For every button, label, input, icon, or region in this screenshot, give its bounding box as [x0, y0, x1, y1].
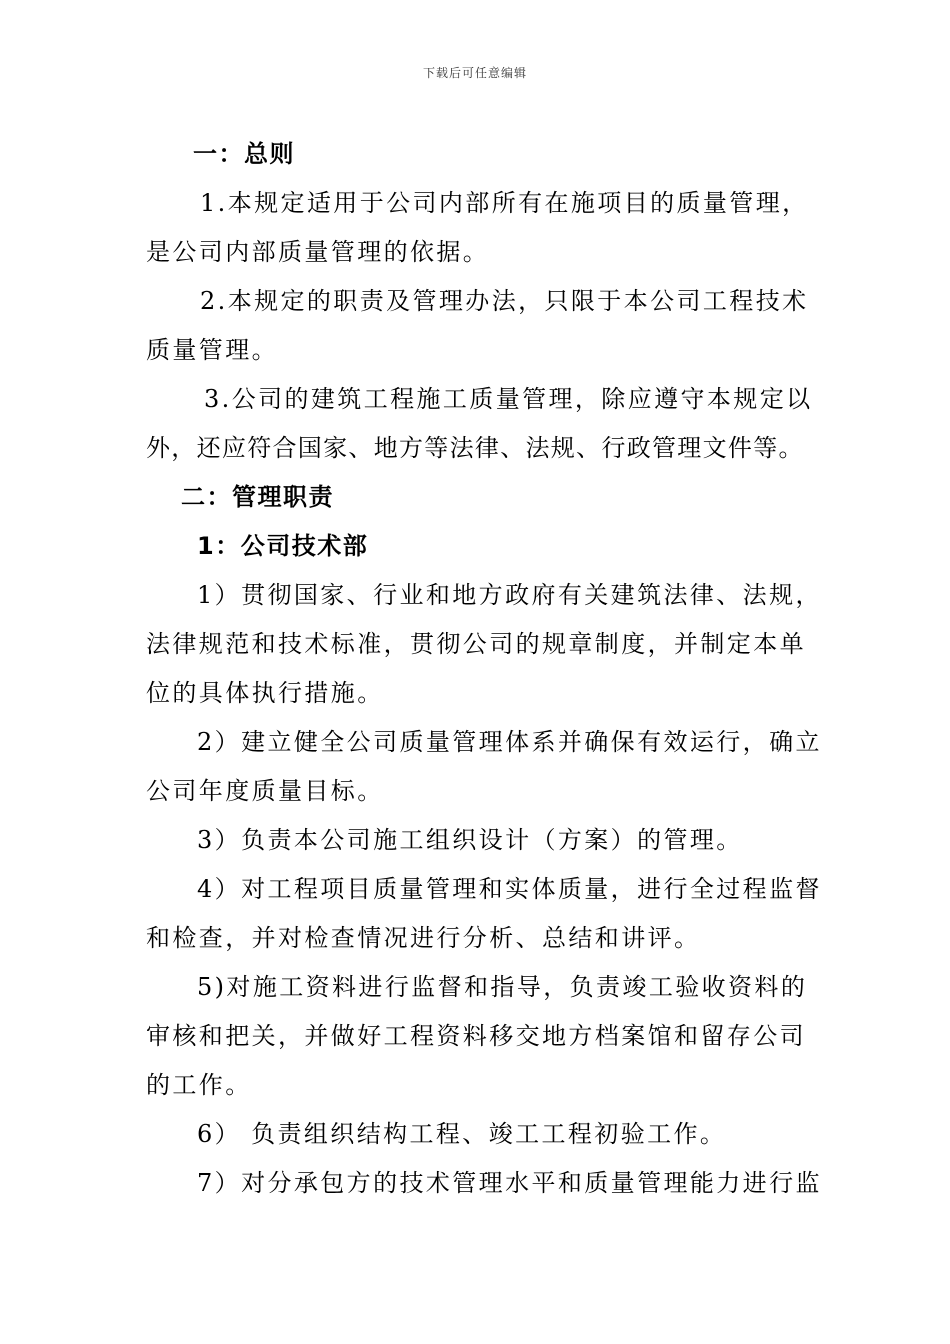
item-2-line-2: 公司年度质量目标。 [146, 777, 384, 805]
item-6-line-1: 6） 负责组织结构工程、竣工工程初验工作。 [197, 1120, 727, 1148]
paragraph-2-line-1: 2.本规定的职责及管理办法，只限于本公司工程技术 [200, 287, 809, 315]
paragraph-1-line-2: 是公司内部质量管理的依据。 [146, 238, 490, 266]
item-1-line-1: 1）贯彻国家、行业和地方政府有关建筑法律、法规， [197, 581, 822, 609]
item-7-line-1: 7）对分承包方的技术管理水平和质量管理能力进行监 [197, 1169, 822, 1197]
item-1-line-2: 法律规范和技术标准，贯彻公司的规章制度，并制定本单 [146, 630, 806, 658]
item-1-line-3: 位的具体执行措施。 [146, 679, 384, 707]
paragraph-3-line-2: 外，还应符合国家、地方等法律、法规、行政管理文件等。 [146, 434, 804, 462]
item-4-line-1: 4）对工程项目质量管理和实体质量，进行全过程监督 [197, 875, 822, 903]
item-2-line-1: 2）建立健全公司质量管理体系并确保有效运行，确立 [197, 728, 822, 756]
section-2-title: 二：管理职责 [181, 483, 334, 511]
page-header-note: 下载后可任意编辑 [422, 66, 527, 80]
subsection-1-title: 1：公司技术部 [197, 532, 369, 560]
paragraph-2-line-2: 质量管理。 [146, 336, 278, 364]
paragraph-3-line-1: 3.公司的建筑工程施工质量管理，除应遵守本规定以 [204, 385, 813, 413]
paragraph-1-line-1: 1.本规定适用于公司内部所有在施项目的质量管理， [200, 189, 809, 217]
item-3-line-1: 3）负责本公司施工组织设计（方案）的管理。 [197, 826, 743, 854]
item-4-line-2: 和检查，并对检查情况进行分析、总结和讲评。 [146, 924, 701, 952]
section-1-title: 一：总则 [193, 140, 295, 168]
document-body [146, 130, 822, 1208]
item-5-line-2: 审核和把关，并做好工程资料移交地方档案馆和留存公司 [146, 1022, 806, 1050]
item-5-line-3: 的工作。 [146, 1071, 252, 1099]
item-5-line-1: 5)对施工资料进行监督和指导，负责竣工验收资料的 [197, 973, 808, 1001]
